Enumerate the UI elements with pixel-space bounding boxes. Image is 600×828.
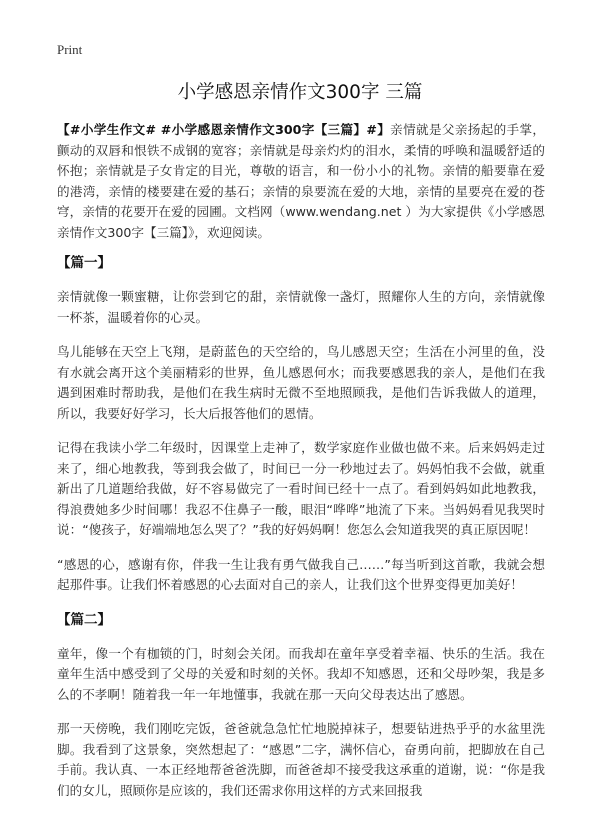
section-2-paragraph-1: 童年，像一个有枷锁的门，时刻会关闭。而我却在童年享受着幸福、快乐的生活。我在童年生活中感受到了父母的关爱和时刻的关怀。我却不知感恩，还和父母吵架，我是多么的不孝啊！随着我一年一年地懂事，我就在那一天向父母表达出了感恩。 — [57, 645, 545, 702]
document-body — [57, 120, 545, 815]
section-heading-1: 【篇一】 — [57, 255, 111, 271]
intro-tag: 【#小学生作文# #小学感恩亲情作文300字【三篇】#】 — [57, 122, 391, 137]
section-1-paragraph-2: 鸟儿能够在天空上飞翔，是蔚蓝色的天空给的，鸟儿感恩天空；生活在小河里的鱼，没有水就会离开这个美丽精彩的世界，鱼儿感恩何水；而我要感恩我的亲人，是他们在我遇到困难时帮助我，是他们在我生病时无微不至地照顾我，是他们告诉我做人的道理，所以，我要好好学习，长大后报答他们的恩情。 — [57, 344, 545, 421]
section-1-paragraph-1: 亲情就像一颗蜜糖，让你尝到它的甜，亲情就像一盏灯，照耀你人生的方向，亲情就像一杯茶，温暖着你的心灵。 — [57, 289, 545, 325]
section-1-paragraph-4: “感恩的心，感谢有你，伴我一生让我有勇气做我自己……”每当听到这首歌，我就会想起那件事。让我们怀着感恩的心去面对自己的亲人，让我们这个世界变得更加美好！ — [57, 556, 545, 592]
document-title: 小学感恩亲情作文300字 三篇 — [177, 82, 423, 103]
section-2-paragraph-2: 那一天傍晚，我们刚吃完饭，爸爸就急急忙忙地脱掉袜子，想要钻进热乎乎的水盆里洗脚。我看到了这景象，突然想起了：“感恩”二字，满怀信心，奋勇向前，把脚放在自己手前。我认真、一本正经地帮爸爸洗脚，而爸爸却不接受我这承重的道谢，说：“你是我们的女儿，照顾你是应该的，我们还需求你用这样的方式来回报我 — [57, 721, 545, 798]
intro-paragraph — [57, 120, 545, 243]
section-1-paragraph-3: 记得在我读小学二年级时，因课堂上走神了，数学家庭作业做也做不来。后来妈妈走过来了，细心地教我，等到我会做了，时间已一分一秒地过去了。妈妈怕我不会做，就重新出了几道题给我做，好不容易做完了一看时间已经十一点了。看到妈妈如此地教我，得浪费她多少时间哪！我忍不住鼻子一酸，眼泪“哗哗”地流了下来。当妈妈看见我哭时说：“傻孩子，好端端地怎么哭了？”我的好妈妈啊！您怎么会知道我哭的真正原因呢！ — [57, 440, 545, 537]
intro-text: 亲情就是父亲扬起的手掌，颤动的双唇和恨铁不成钢的宽容；亲情就是母亲灼灼的泪水，柔情的呼唤和温暖舒适的怀抱；亲情就是子女肯定的目光，尊敬的语言，和一份小小的礼物。亲情的船要靠在爱的港湾，亲情的楼要建在爱的基石；亲情的泉要流在爱的大地，亲情的星要亮在爱的苍穹，亲情的花要开在爱的园圃。文档网（www.wendang.net ）为大家提供《小学感恩亲情作文300字【三篇】》，欢迎阅读。 — [57, 122, 545, 240]
print-link[interactable]: Print — [57, 42, 83, 57]
section-heading-2: 【篇二】 — [57, 611, 111, 628]
